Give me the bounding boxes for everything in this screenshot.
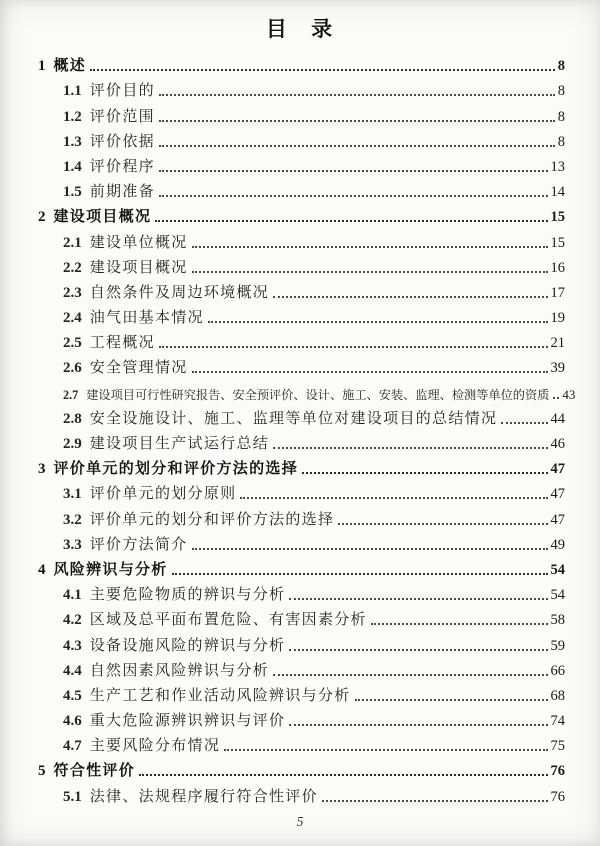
toc-entry <box>38 705 565 730</box>
toc-list <box>0 43 600 806</box>
toc-entry <box>38 277 565 302</box>
toc-entry-label: 评价方法简介 <box>89 536 188 553</box>
toc-entry-page: 8 <box>557 108 565 125</box>
toc-entry-page: 58 <box>550 612 565 629</box>
toc-entry-number: 1 <box>38 58 46 75</box>
toc-entry-number: 4.7 <box>63 738 82 755</box>
toc-entry-page: 39 <box>550 360 565 377</box>
toc-entry-number: 4.5 <box>63 687 82 704</box>
toc-entry <box>38 730 565 755</box>
toc-entry <box>38 780 565 805</box>
toc-entry <box>38 503 565 528</box>
dot-leader <box>208 321 548 323</box>
toc-entry-number: 2.6 <box>63 360 82 377</box>
dot-leader <box>302 472 547 474</box>
toc-entry-number: 4.1 <box>63 587 82 604</box>
toc-entry-label: 安全管理情况 <box>89 360 188 377</box>
toc-entry-number: 3 <box>38 461 46 478</box>
toc-entry <box>38 529 565 554</box>
toc-entry <box>38 327 565 352</box>
toc-entry-number: 4 <box>38 561 46 578</box>
toc-entry-label: 风险辨识与分析 <box>53 561 168 578</box>
dot-leader <box>159 94 555 96</box>
toc-entry <box>38 403 565 428</box>
dot-leader <box>289 598 547 600</box>
dot-leader <box>273 447 547 449</box>
toc-entry-page: 16 <box>550 259 565 276</box>
toc-entry <box>38 100 565 125</box>
toc-entry-label: 评价目的 <box>89 83 155 100</box>
toc-entry-page: 14 <box>550 184 565 201</box>
toc-entry-number: 3.3 <box>63 536 82 553</box>
dot-leader <box>355 699 548 701</box>
toc-entry-number: 2.5 <box>63 335 82 352</box>
dot-leader <box>322 800 548 802</box>
toc-entry-label: 概述 <box>53 58 87 75</box>
toc-entry-page: 47 <box>550 511 565 528</box>
toc-entry <box>38 201 565 226</box>
toc-entry-number: 1.3 <box>63 133 82 150</box>
toc-entry-label: 建设项目概况 <box>89 259 188 276</box>
toc-entry-number: 2.3 <box>63 284 82 301</box>
toc-entry-number: 2.9 <box>63 436 82 452</box>
toc-entry-label: 区域及总平面布置危险、有害因素分析 <box>89 612 367 629</box>
toc-entry-number: 2.2 <box>63 259 82 276</box>
toc-entry-page: 47 <box>550 486 565 503</box>
dot-leader <box>139 774 547 776</box>
dot-leader <box>192 548 548 550</box>
toc-entry-label: 生产工艺和作业活动风险辨识与分析 <box>89 687 351 704</box>
toc-entry-label: 建设单位概况 <box>89 234 188 251</box>
toc-entry-label: 建设项目可行性研究报告、安全预评价、设计、施工、安装、监理、检测等单位的资质 <box>86 387 550 402</box>
toc-entry-page: 17 <box>550 284 565 301</box>
toc-entry-page: 47 <box>550 461 565 478</box>
toc-entry <box>38 554 565 579</box>
toc-entry-label: 评价单元的划分原则 <box>89 486 237 503</box>
toc-entry <box>38 377 576 402</box>
page-title: 目 录 <box>265 17 335 41</box>
toc-entry-number: 1.2 <box>63 108 82 125</box>
dot-leader <box>371 623 548 625</box>
dot-leader <box>240 497 547 499</box>
toc-entry <box>38 655 565 680</box>
toc-entry <box>38 453 565 478</box>
toc-entry-label: 工程概况 <box>89 335 155 352</box>
dot-leader <box>338 523 547 525</box>
dot-leader <box>90 69 555 71</box>
dot-leader <box>172 573 548 575</box>
toc-entry-number: 5.1 <box>63 788 82 805</box>
toc-entry-page: 68 <box>550 687 565 704</box>
dot-leader <box>192 371 548 373</box>
toc-entry <box>38 478 565 503</box>
dot-leader <box>159 170 548 172</box>
toc-entry-page: 21 <box>550 335 565 352</box>
dot-leader <box>192 246 548 248</box>
toc-entry <box>38 226 565 251</box>
toc-entry <box>38 680 565 705</box>
toc-entry <box>38 75 565 100</box>
toc-entry-page: 49 <box>550 536 565 553</box>
dot-leader <box>155 220 547 222</box>
toc-entry-number: 1.1 <box>63 83 82 100</box>
toc-entry-label: 评价依据 <box>89 133 155 150</box>
toc-entry-number: 4.3 <box>63 637 82 654</box>
toc-entry-number: 2.4 <box>63 310 82 327</box>
toc-entry-number: 2.8 <box>63 410 82 427</box>
toc-entry <box>38 755 565 780</box>
toc-entry-page: 43 <box>562 386 576 402</box>
toc-entry-number: 4.2 <box>63 612 82 629</box>
toc-entry-page: 54 <box>550 561 565 578</box>
toc-entry-label: 主要风险分布情况 <box>89 738 221 755</box>
toc-entry <box>38 604 565 629</box>
toc-entry-number: 4.6 <box>63 713 82 730</box>
toc-entry-label: 评价范围 <box>89 108 155 125</box>
toc-entry-label: 自然因素风险辨识与分析 <box>89 662 270 679</box>
dot-leader <box>289 724 547 726</box>
toc-entry-page: 75 <box>550 738 565 755</box>
toc-entry-page: 44 <box>550 410 565 427</box>
footer-page-number: 5 <box>296 814 304 829</box>
toc-entry-page: 76 <box>550 788 565 805</box>
toc-entry-label: 法律、法规程序履行符合性评价 <box>89 788 318 805</box>
dot-leader <box>192 271 548 273</box>
toc-entry <box>38 50 565 75</box>
toc-entry-label: 安全设施设计、施工、监理等单位对建设项目的总结情况 <box>89 410 498 427</box>
toc-entry-page: 8 <box>557 133 565 150</box>
dot-leader <box>159 145 555 147</box>
toc-entry-page: 13 <box>550 158 565 175</box>
dot-leader <box>273 296 547 298</box>
toc-entry-label: 前期准备 <box>89 184 155 201</box>
toc-entry-page: 8 <box>557 58 565 75</box>
dot-leader <box>273 674 547 676</box>
toc-entry-page: 15 <box>550 209 565 226</box>
toc-entry-number: 1.5 <box>63 184 82 201</box>
dot-leader <box>159 195 548 197</box>
dot-leader <box>224 749 547 751</box>
dot-leader <box>501 422 547 424</box>
toc-entry-number: 2 <box>38 209 46 226</box>
toc-entry <box>38 428 565 453</box>
toc-entry-label: 建设项目概况 <box>53 209 152 226</box>
dot-leader <box>553 397 559 399</box>
toc-entry-page: 19 <box>550 310 565 327</box>
toc-entry-label: 设备设施风险的辨识与分析 <box>89 637 286 654</box>
toc-entry-label: 油气田基本情况 <box>89 310 204 327</box>
toc-entry-label: 自然条件及周边环境概况 <box>89 284 270 301</box>
toc-entry-label: 评价单元的划分和评价方法的选择 <box>89 511 335 528</box>
toc-entry <box>38 252 565 277</box>
toc-entry-page: 8 <box>557 83 565 100</box>
toc-entry-label: 建设项目生产试运行总结 <box>89 436 270 452</box>
toc-entry-number: 5 <box>38 763 46 780</box>
toc-entry <box>38 151 565 176</box>
toc-entry <box>38 302 565 327</box>
toc-entry-page: 66 <box>550 662 565 679</box>
toc-entry-page: 76 <box>550 763 565 780</box>
toc-entry-number: 3.1 <box>63 486 82 503</box>
toc-entry-number: 1.4 <box>63 158 82 175</box>
toc-entry-page: 59 <box>550 637 565 654</box>
toc-entry-label: 符合性评价 <box>53 763 136 780</box>
toc-entry-number: 2.1 <box>63 234 82 251</box>
toc-entry-label: 重大危险源辨识辨识与评价 <box>89 713 286 730</box>
toc-entry-label: 主要危险物质的辨识与分析 <box>89 587 286 604</box>
toc-entry <box>38 126 565 151</box>
toc-entry <box>38 176 565 201</box>
toc-entry-page: 15 <box>550 234 565 251</box>
toc-entry <box>38 579 565 604</box>
toc-entry-label: 评价单元的划分和评价方法的选择 <box>53 461 299 478</box>
toc-entry <box>38 629 565 654</box>
toc-entry-page: 46 <box>550 436 565 452</box>
toc-entry <box>38 352 565 377</box>
toc-entry-number: 2.7 <box>63 387 79 402</box>
toc-entry-number: 3.2 <box>63 511 82 528</box>
toc-entry-label: 评价程序 <box>89 158 155 175</box>
toc-entry-number: 4.4 <box>63 662 82 679</box>
dot-leader <box>159 120 555 122</box>
dot-leader <box>159 346 548 348</box>
dot-leader <box>289 649 547 651</box>
toc-entry-page: 74 <box>550 713 565 730</box>
toc-entry-page: 54 <box>550 587 565 604</box>
